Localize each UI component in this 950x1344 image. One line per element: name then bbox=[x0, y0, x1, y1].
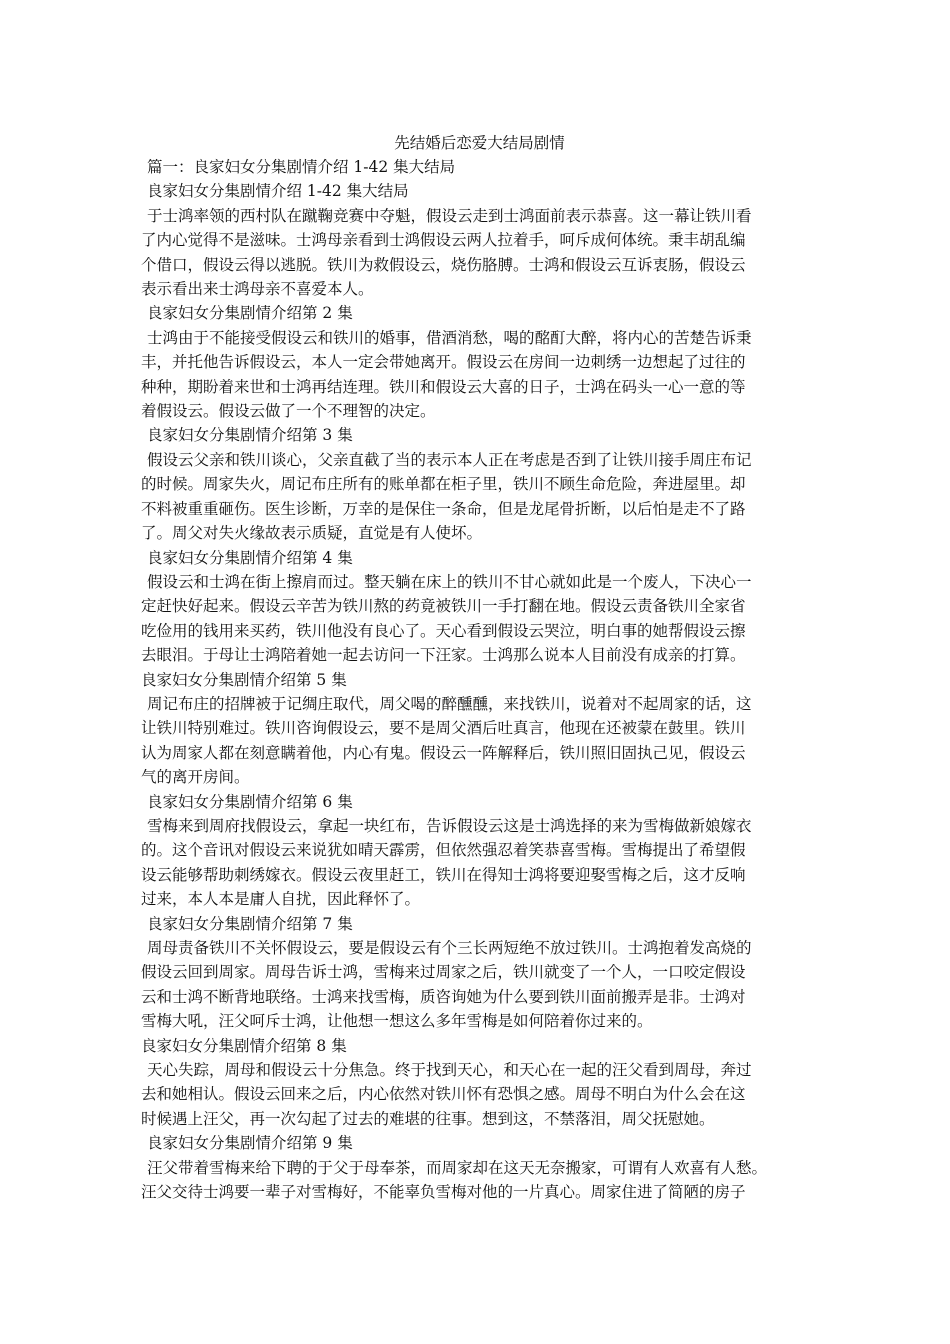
paragraph-line: 假设云父亲和铁川谈心，父亲直截了当的表示本人正在考虑是否到了让铁川接手周庄布记 bbox=[147, 450, 752, 469]
paragraph-line: 定赶快好起来。假设云辛苦为铁川熬的药竟被铁川一手打翻在地。假设云责备铁川全家省 bbox=[141, 597, 746, 616]
paragraph-line: 种种，期盼着来世和士鸿再结连理。铁川和假设云大喜的日子，士鸿在码头一心一意的等 bbox=[141, 377, 746, 396]
paragraph-line: 了。周父对失火缘故表示质疑，直觉是有人使坏。 bbox=[141, 524, 483, 543]
paragraph-line: 汪父交待士鸿要一辈子对雪梅好，不能辜负雪梅对他的一片真心。周家住进了简陋的房子 bbox=[141, 1183, 746, 1202]
paragraph-line: 良家妇女分集剧情介绍第 5 集 bbox=[141, 670, 347, 689]
paragraph-line: 于士鸿率领的西村队在蹴鞠竞赛中夺魁，假设云走到士鸿面前表示恭喜。这一幕让铁川看 bbox=[147, 206, 752, 225]
paragraph-line: 的。这个音讯对假设云来说犹如晴天霹雳，但依然强忍着笑恭喜雪梅。雪梅提出了希望假 bbox=[141, 841, 746, 860]
document-title: 先结婚后恋爱大结局剧情 bbox=[394, 134, 565, 152]
section-heading: 良家妇女分集剧情介绍第 3 集 bbox=[147, 426, 353, 445]
document-text bbox=[141, 155, 818, 1204]
document-body bbox=[141, 131, 818, 1204]
paragraph-line: 了内心觉得不是滋味。士鸿母亲看到士鸿假设云两人拉着手，呵斥成何体统。秉丰胡乱编 bbox=[141, 231, 746, 250]
paragraph-line: 周记布庄的招牌被于记绸庄取代，周父喝的醉醺醺，来找铁川，说着对不起周家的话，这 bbox=[147, 694, 752, 713]
section-heading: 良家妇女分集剧情介绍 1-42 集大结局 bbox=[147, 182, 409, 201]
section-heading: 良家妇女分集剧情介绍第 2 集 bbox=[147, 304, 353, 323]
paragraph-line: 汪父带着雪梅来给下聘的于父于母奉茶，而周家却在这天无奈搬家，可谓有人欢喜有人愁。 bbox=[147, 1158, 768, 1177]
section-heading: 良家妇女分集剧情介绍第 7 集 bbox=[147, 914, 353, 933]
paragraph-line: 丰，并托他告诉假设云，本人一定会带她离开。假设云在房间一边刺绣一边想起了过往的 bbox=[141, 353, 746, 372]
paragraph-line: 天心失踪，周母和假设云十分焦急。终于找到天心，和天心在一起的汪父看到周母，奔过 bbox=[147, 1061, 752, 1080]
paragraph-line: 士鸿由于不能接受假设云和铁川的婚事，借酒消愁，喝的酩酊大醉，将内心的苦楚告诉秉 bbox=[147, 328, 752, 347]
paragraph-line: 雪梅来到周府找假设云，拿起一块红布，告诉假设云这是士鸿选择的来为雪梅做新娘嫁衣 bbox=[147, 816, 752, 835]
paragraph-line: 时候遇上汪父，再一次勾起了过去的难堪的往事。想到这，不禁落泪，周父抚慰她。 bbox=[141, 1109, 715, 1128]
section-heading: 良家妇女分集剧情介绍第 6 集 bbox=[147, 792, 353, 811]
paragraph-line: 不料被重重砸伤。医生诊断，万幸的是保住一条命，但是龙尾骨折断，以后怕是走不了路 bbox=[141, 499, 746, 518]
section-heading: 良家妇女分集剧情介绍第 9 集 bbox=[147, 1134, 353, 1153]
paragraph-line: 周母责备铁川不关怀假设云，要是假设云有个三长两短绝不放过铁川。士鸿抱着发高烧的 bbox=[147, 939, 752, 957]
paragraph-line: 着假设云。假设云做了一个不理智的决定。 bbox=[141, 402, 436, 421]
section-heading: 篇一：良家妇女分集剧情介绍 1-42 集大结局 bbox=[147, 158, 456, 176]
paragraph-line: 让铁川特别难过。铁川咨询假设云，要不是周父酒后吐真言，他现在还被蒙在鼓里。铁川 bbox=[141, 719, 746, 738]
paragraph-line: 个借口，假设云得以逃脱。铁川为救假设云，烧伤胳膊。士鸿和假设云互诉衷肠，假设云 bbox=[141, 255, 746, 274]
paragraph-line: 雪梅大吼，汪父呵斥士鸿，让他想一想这么多年雪梅是如何陪着你过来的。 bbox=[141, 1012, 653, 1031]
paragraph-line: 良家妇女分集剧情介绍第 8 集 bbox=[141, 1036, 347, 1055]
paragraph-line: 去眼泪。于母让士鸿陪着她一起去访问一下汪家。士鸿那么说本人目前没有成亲的打算。 bbox=[141, 646, 746, 665]
section-heading: 良家妇女分集剧情介绍第 4 集 bbox=[147, 548, 353, 567]
paragraph-line: 认为周家人都在刻意瞒着他，内心有鬼。假设云一阵解释后，铁川照旧固执己见，假设云 bbox=[141, 743, 746, 762]
paragraph-line: 的时候。周家失火，周记布庄所有的账单都在柜子里，铁川不顾生命危险，奔进屋里。却 bbox=[141, 475, 746, 494]
paragraph-line: 云和士鸿不断背地联络。士鸿来找雪梅，质咨询她为什么要到铁川面前搬弄是非。士鸿对 bbox=[141, 987, 746, 1006]
paragraph-line: 过来，本人本是庸人自扰，因此释怀了。 bbox=[141, 890, 421, 909]
paragraph-line: 吃俭用的钱用来买药，铁川他没有良心了。天心看到假设云哭泣，明白事的她帮假设云擦 bbox=[141, 621, 746, 640]
paragraph-line: 表示看出来士鸿母亲不喜爱本人。 bbox=[141, 280, 374, 299]
paragraph-line: 假设云回到周家。周母告诉士鸿，雪梅来过周家之后，铁川就变了一个人，一口咬定假设 bbox=[141, 963, 746, 982]
paragraph-line: 去和她相认。假设云回来之后，内心依然对铁川怀有恐惧之感。周母不明白为什么会在这 bbox=[141, 1085, 746, 1104]
paragraph-line: 假设云和士鸿在街上擦肩而过。整天躺在床上的铁川不甘心就如此是一个废人，下决心一 bbox=[147, 572, 752, 591]
paragraph-line: 气的离开房间。 bbox=[141, 768, 250, 787]
paragraph-line: 设云能够帮助刺绣嫁衣。假设云夜里赶工，铁川在得知士鸿将要迎娶雪梅之后，这才反响 bbox=[141, 865, 746, 884]
